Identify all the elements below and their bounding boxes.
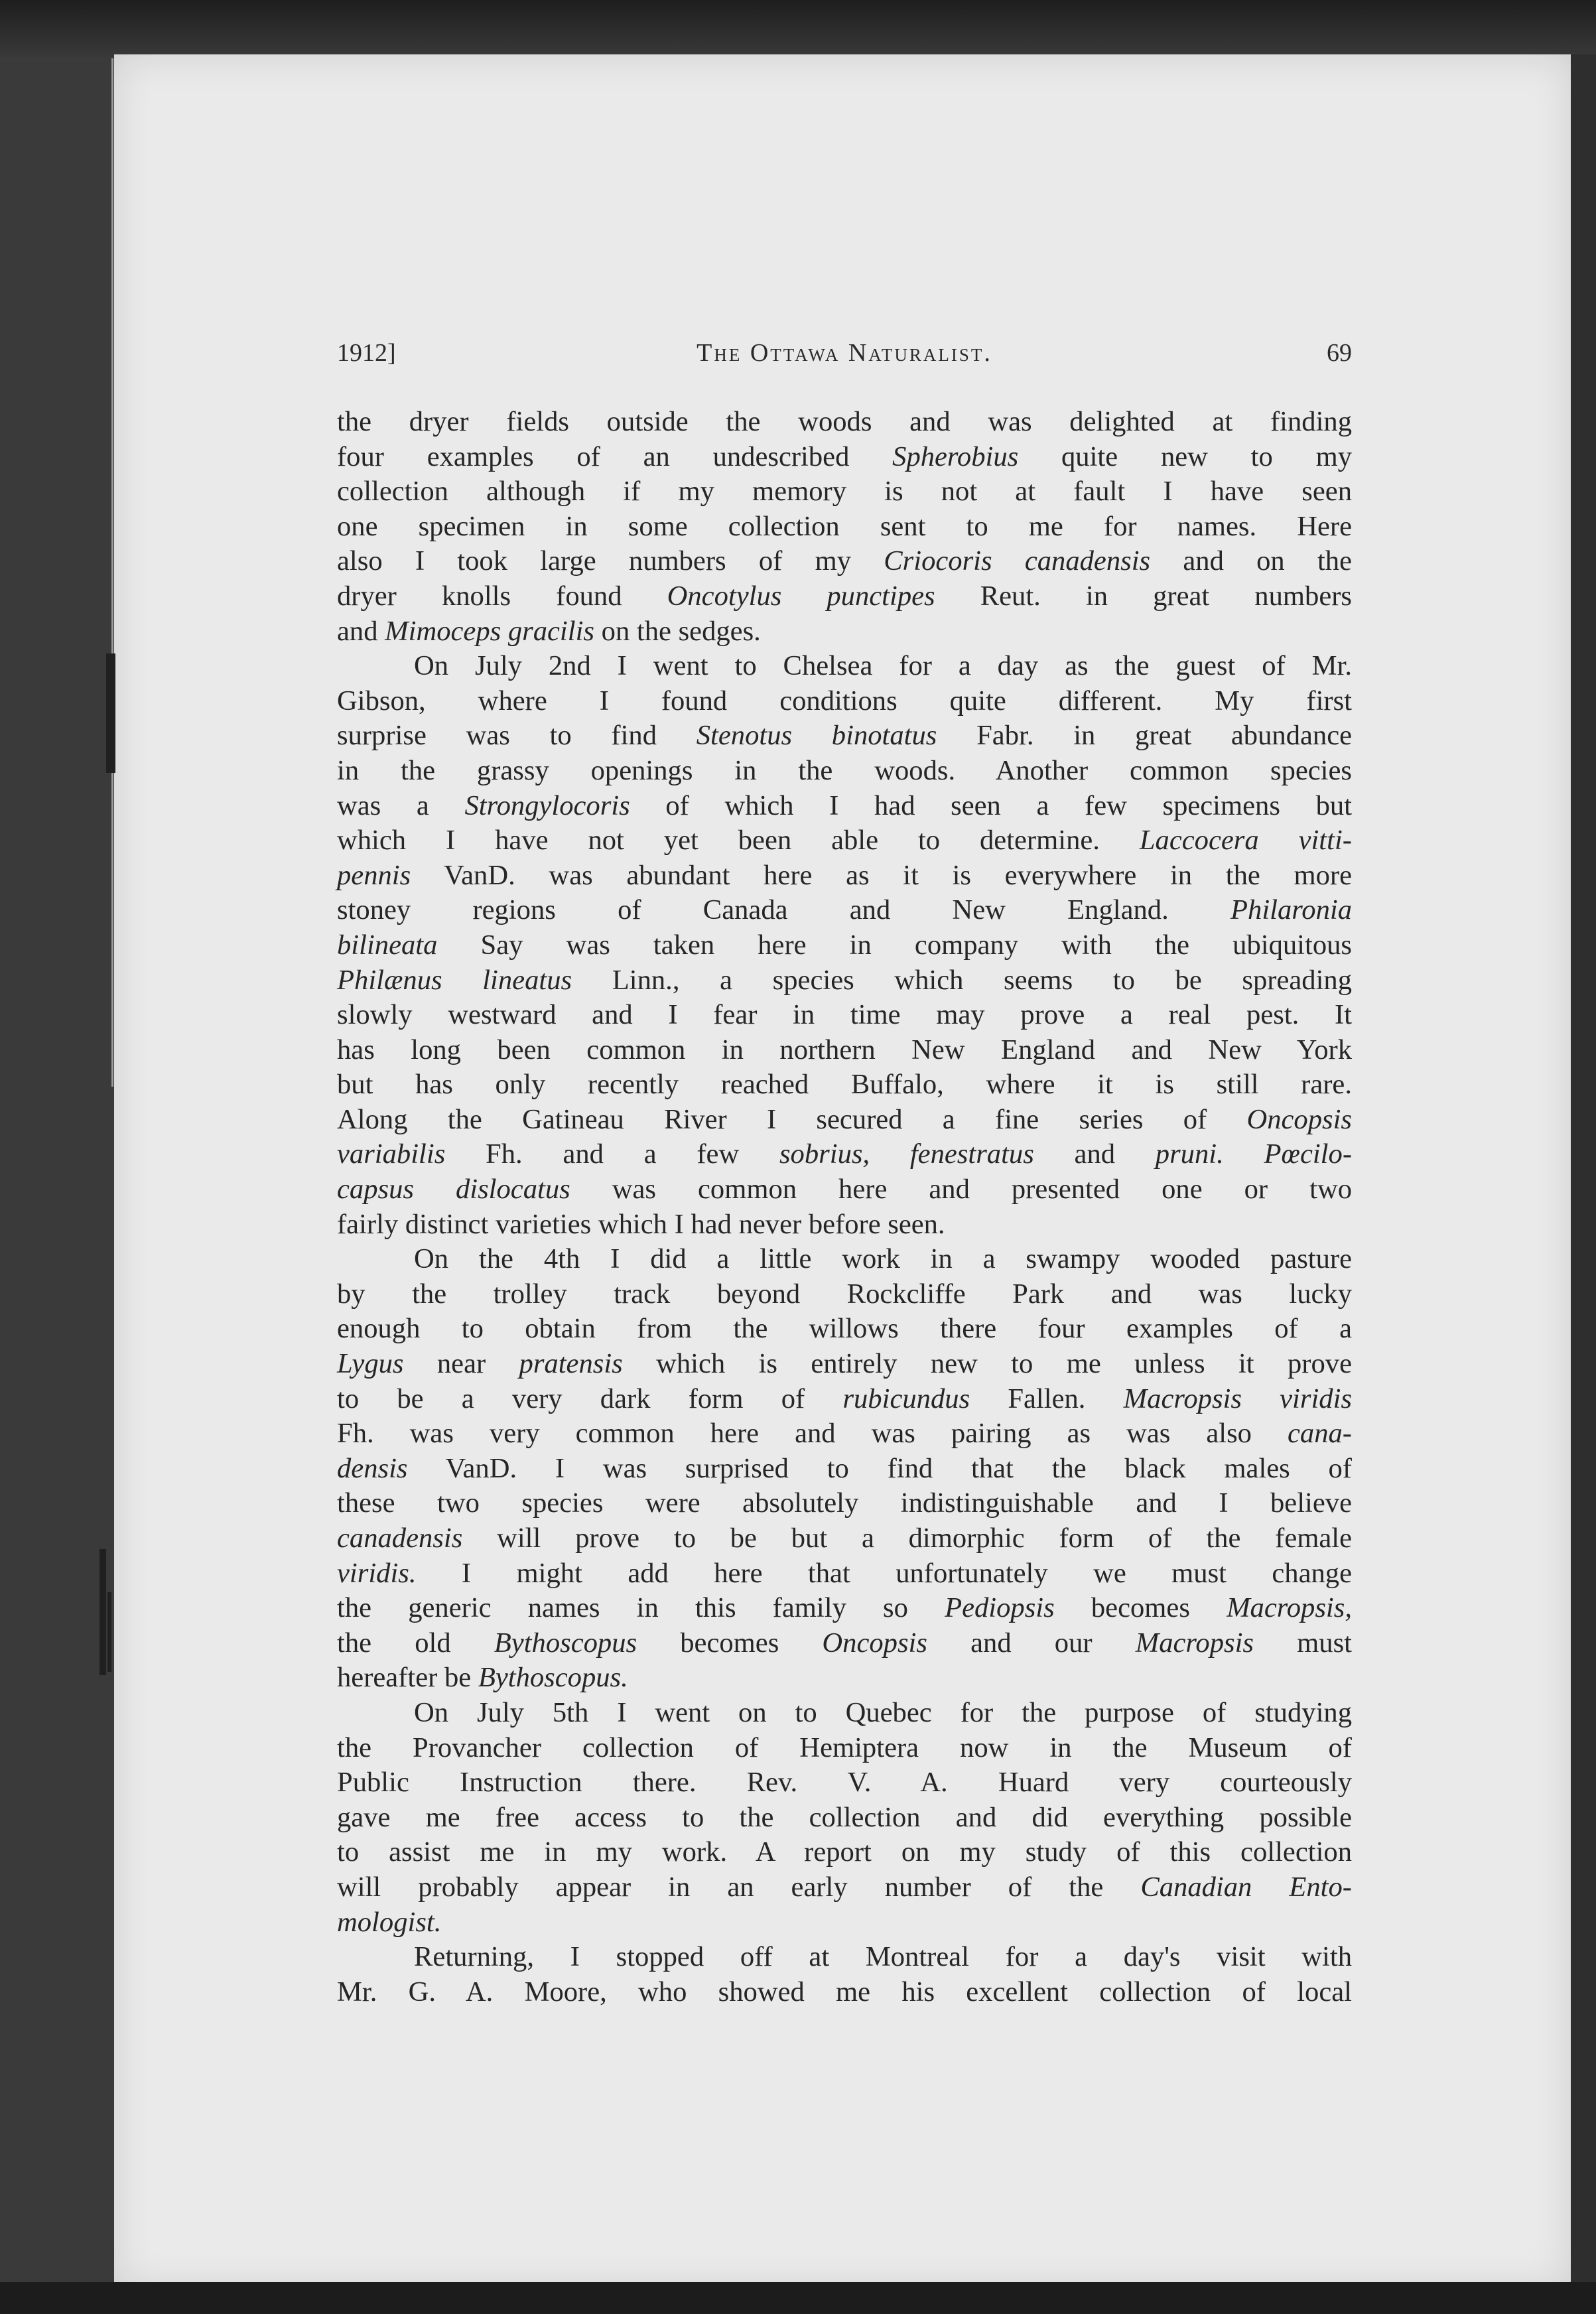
- text-line: [337, 754, 1352, 789]
- text-line: [337, 684, 1352, 719]
- text-run: must: [1253, 1627, 1352, 1659]
- text-line: [337, 649, 1352, 684]
- italic-taxon-name: Strongylocoris: [464, 789, 630, 821]
- text-line: [337, 1661, 1352, 1696]
- text-line: [337, 1312, 1352, 1347]
- text-run: one specimen in some collection sent to me for names. Here: [337, 510, 1352, 542]
- text-run: the old: [337, 1627, 494, 1659]
- text-line: [337, 1242, 1352, 1277]
- text-line: [337, 1207, 1352, 1243]
- text-run: Fh. and a few: [445, 1138, 779, 1170]
- text-line: [337, 1975, 1352, 2010]
- text-line: [337, 1416, 1352, 1452]
- text-run: surprise was to find: [337, 720, 697, 752]
- text-line: [337, 440, 1352, 475]
- text-run: the generic names in this family so: [337, 1592, 945, 1624]
- italic-taxon-name: Macropsis,: [1227, 1592, 1352, 1624]
- text-run: Reut. in great numbers: [935, 580, 1352, 612]
- text-line: [337, 1172, 1352, 1207]
- text-run: but has only recently reached Buffalo, where it is still rare.: [337, 1069, 1352, 1101]
- text-run: becomes: [1054, 1592, 1227, 1624]
- text-run: VanD. I was surprised to find that the black males of: [407, 1452, 1352, 1484]
- header-page-number: 69: [1327, 339, 1352, 367]
- italic-taxon-name: capsus dislocatus: [337, 1174, 570, 1205]
- text-line: [337, 1137, 1352, 1172]
- text-line: [337, 1905, 1352, 1940]
- text-run: four examples of an undescribed: [337, 441, 893, 472]
- italic-taxon-name: Stenotus binotatus: [696, 720, 937, 752]
- text-line: [337, 1591, 1352, 1626]
- italic-taxon-name: Spherobius: [892, 441, 1019, 472]
- text-run: collection although if my memory is not at fault I have seen: [337, 476, 1352, 508]
- text-line: [337, 823, 1352, 858]
- italic-taxon-name: Bythoscopus.: [478, 1662, 628, 1694]
- header-year: 1912]: [337, 339, 396, 367]
- text-run: stoney regions of Canada and New England.: [337, 894, 1230, 926]
- text-run: will probably appear in an early number of the: [337, 1871, 1141, 1903]
- text-run: and: [337, 615, 385, 647]
- text-line: [337, 963, 1352, 998]
- text-run: Along the Gatineau River I secured a fine series of: [337, 1103, 1247, 1135]
- text-run: Fabr. in great abundance: [937, 720, 1353, 752]
- text-run: VanD. was abundant here as it is everywhere in the more: [411, 859, 1352, 891]
- text-line: [337, 1452, 1352, 1487]
- text-line: [337, 1731, 1352, 1766]
- text-line: [337, 858, 1352, 894]
- text-run: gave me free access to the collection and did everything possible: [337, 1801, 1352, 1833]
- italic-taxon-name: Macropsis viridis: [1123, 1383, 1353, 1414]
- article-body: [337, 405, 1352, 2009]
- text-run: I might add here that unfortunately we must change: [416, 1557, 1352, 1589]
- margin-clip-mark: [100, 1549, 106, 1675]
- text-run: and our: [927, 1627, 1136, 1659]
- italic-taxon-name: Pediopsis: [945, 1592, 1055, 1624]
- text-line: [337, 1696, 1352, 1731]
- italic-taxon-name: canadensis: [337, 1523, 463, 1554]
- text-run: was common here and presented one or two: [570, 1174, 1352, 1205]
- text-run: of which I had seen a few specimens but: [630, 789, 1352, 821]
- text-line: [337, 789, 1352, 824]
- text-run: and on the: [1150, 545, 1353, 577]
- text-line: [337, 510, 1352, 545]
- text-run: Linn., a species which seems to be spreading: [572, 964, 1352, 996]
- text-line: [337, 1521, 1352, 1556]
- text-line: [337, 1801, 1352, 1836]
- text-run: Public Instruction there. Rev. V. A. Huard very courteously: [337, 1767, 1352, 1799]
- text-run: Fallen.: [970, 1383, 1124, 1414]
- text-run: quite new to my: [1018, 441, 1353, 472]
- italic-taxon-name: Lygus: [337, 1348, 404, 1380]
- text-run: slowly westward and I fear in time may prove a real pest. It: [337, 999, 1352, 1031]
- italic-taxon-name: viridis.: [337, 1557, 417, 1589]
- text-run: was a: [337, 789, 465, 821]
- italic-taxon-name: Philænus lineatus: [337, 964, 572, 996]
- italic-taxon-name: densis: [337, 1452, 408, 1484]
- italic-taxon-name: pruni.: [1155, 1138, 1224, 1170]
- text-run: On the 4th I did a little work in a swampy wooded pasture: [414, 1243, 1352, 1275]
- text-run: fairly distinct varieties which I had never before seen.: [337, 1208, 945, 1240]
- text-line: [337, 1103, 1352, 1138]
- scanner-top-edge: [0, 0, 1596, 61]
- text-run: also I took large numbers of my: [337, 545, 884, 577]
- text-line: [337, 579, 1352, 614]
- text-run: dryer knolls found: [337, 580, 667, 612]
- text-line: [337, 1277, 1352, 1312]
- text-line: [337, 1835, 1352, 1870]
- text-run: on the sedges.: [594, 615, 761, 647]
- text-run: near: [403, 1348, 519, 1380]
- italic-taxon-name: Oncotylus punctipes: [667, 580, 935, 612]
- text-run: by the trolley track beyond Rockcliffe Park and was lucky: [337, 1278, 1352, 1310]
- text-line: [337, 1067, 1352, 1103]
- text-run: these two species were absolutely indistinguishable and I believe: [337, 1487, 1352, 1519]
- text-run: Mr. G. A. Moore, who showed me his excellent collection of local: [337, 1976, 1352, 2008]
- text-line: [337, 1033, 1352, 1068]
- text-run: which is entirely new to me unless it prove: [622, 1348, 1352, 1380]
- italic-taxon-name: variabilis: [337, 1138, 446, 1170]
- text-line: [337, 1486, 1352, 1521]
- text-run: becomes: [637, 1627, 823, 1659]
- text-run: in the grassy openings in the woods. Another common species: [337, 754, 1352, 786]
- text-run: Fh. was very common here and was pairing as was also: [337, 1418, 1288, 1450]
- header-journal-title: The Ottawa Naturalist.: [697, 339, 992, 367]
- text-line: [337, 1382, 1352, 1417]
- text-run: On July 5th I went on to Quebec for the purpose of studying: [414, 1696, 1352, 1728]
- italic-taxon-name: Laccocera vitti-: [1139, 825, 1352, 856]
- text-line: [337, 928, 1352, 963]
- text-run: [1224, 1138, 1264, 1170]
- text-run: which I have not yet been able to determine.: [337, 825, 1140, 856]
- italic-taxon-name: Philaronia: [1230, 894, 1352, 926]
- italic-taxon-name: Bythoscopus: [494, 1627, 637, 1659]
- text-run: enough to obtain from the willows there four examples of a: [337, 1313, 1352, 1345]
- text-run: hereafter be: [337, 1662, 478, 1694]
- text-run: the dryer fields outside the woods and was delighted at finding: [337, 406, 1352, 437]
- italic-taxon-name: Mimoceps gracilis: [385, 615, 595, 647]
- text-run: to assist me in my work. A report on my study of this collection: [337, 1836, 1352, 1868]
- italic-taxon-name: cana-: [1288, 1418, 1352, 1450]
- italic-taxon-name: sobrius, fenestratus: [779, 1138, 1034, 1170]
- margin-clip-mark: [106, 653, 115, 773]
- italic-taxon-name: Oncopsis: [1246, 1103, 1352, 1135]
- text-run: Returning, I stopped off at Montreal for a day's visit with: [414, 1941, 1352, 1973]
- italic-taxon-name: pennis: [337, 859, 411, 891]
- page-gutter-line: [111, 58, 113, 1087]
- text-line: [337, 544, 1352, 579]
- text-run: Gibson, where I found conditions quite different. My first: [337, 685, 1352, 716]
- italic-taxon-name: Canadian Ento-: [1140, 1871, 1352, 1903]
- text-line: [337, 998, 1352, 1033]
- text-run: will prove to be but a dimorphic form of the female: [462, 1523, 1352, 1554]
- text-line: [337, 614, 1352, 649]
- text-line: [337, 1556, 1352, 1592]
- text-line: [337, 1626, 1352, 1661]
- italic-taxon-name: mologist.: [337, 1906, 442, 1938]
- text-run: to be a very dark form of: [337, 1383, 843, 1414]
- text-line: [337, 718, 1352, 754]
- italic-taxon-name: Macropsis: [1135, 1627, 1254, 1659]
- text-line: [337, 405, 1352, 440]
- italic-taxon-name: Pœcilo-: [1264, 1138, 1352, 1170]
- text-run: On July 2nd I went to Chelsea for a day as the guest of Mr.: [414, 650, 1352, 682]
- text-run: Say was taken here in company with the ubiquitous: [437, 929, 1352, 961]
- italic-taxon-name: rubicundus: [842, 1383, 970, 1414]
- text-line: [337, 1940, 1352, 1975]
- scanner-right-edge: [1571, 54, 1596, 2290]
- text-run: has long been common in northern New England and New York: [337, 1034, 1352, 1065]
- margin-clip-mark: [107, 1592, 111, 1672]
- scanner-bottom-edge: [0, 2282, 1596, 2314]
- text-line: [337, 474, 1352, 510]
- italic-taxon-name: bilineata: [337, 929, 438, 961]
- text-line: [337, 1765, 1352, 1801]
- italic-taxon-name: Oncopsis: [822, 1627, 927, 1659]
- italic-taxon-name: pratensis: [519, 1348, 623, 1380]
- text-line: [337, 1347, 1352, 1382]
- italic-taxon-name: Criocoris canadensis: [884, 545, 1151, 577]
- text-run: the Provancher collection of Hemiptera now in the Museum of: [337, 1732, 1352, 1763]
- text-line: [337, 1870, 1352, 1905]
- text-run: and: [1033, 1138, 1156, 1170]
- running-header: [337, 338, 1352, 378]
- text-line: [337, 893, 1352, 928]
